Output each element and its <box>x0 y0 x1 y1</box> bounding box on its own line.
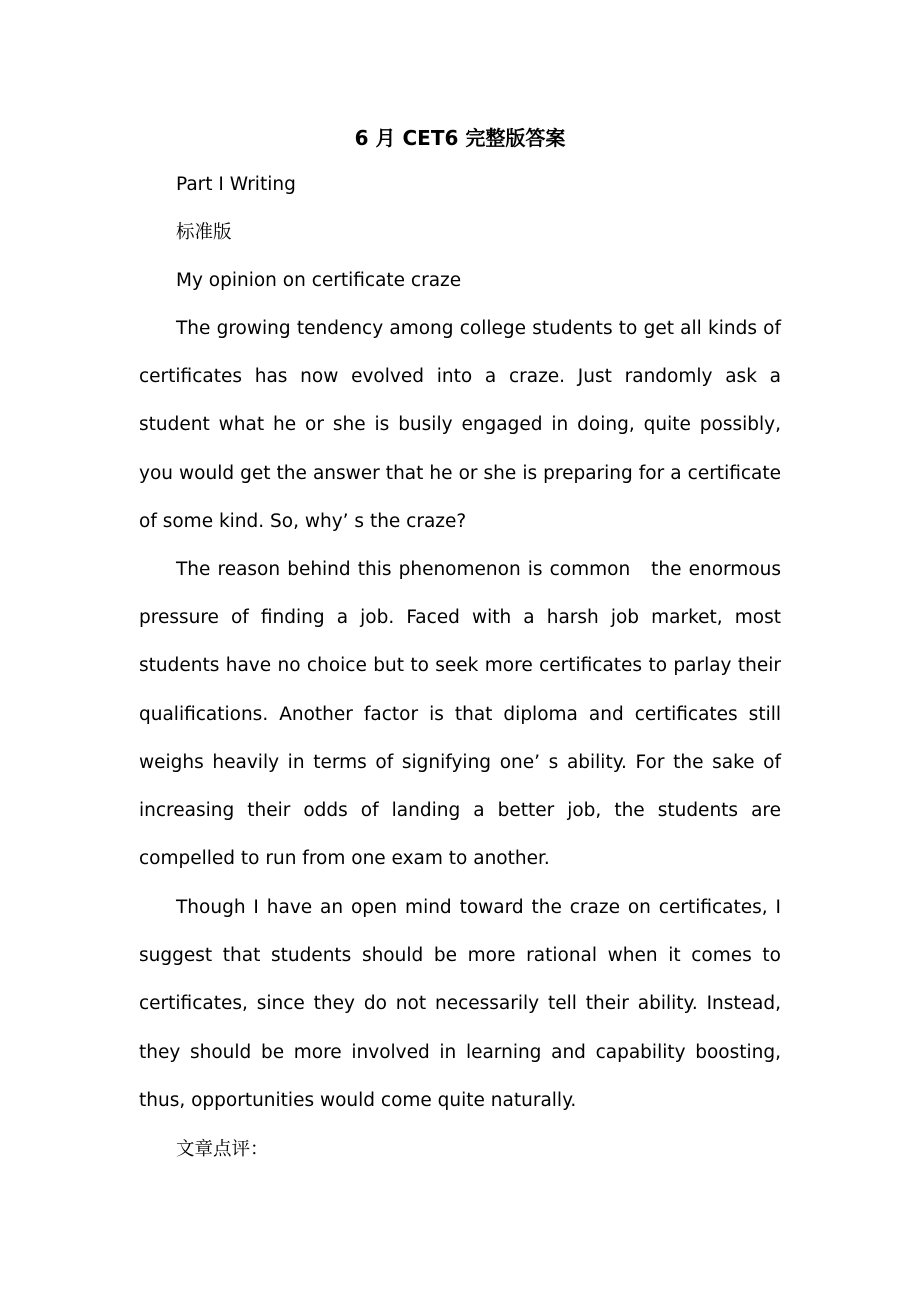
essay-title: My opinion on certificate craze <box>176 270 462 291</box>
part-heading: Part I Writing <box>176 174 296 195</box>
version-label: 标准版 <box>176 222 232 243</box>
comment-label: 文章点评： <box>176 1139 269 1160</box>
essay-paragraph-1: The growing tendency among college students to get all kinds of certificates has now evolved into a craze. Just randomly ask a student what he or she is busily engaged in doing, quite possibly, you would get the answer that he or she is preparing for a certificate of some kind. So, why’ s the craze? <box>139 318 781 532</box>
essay-paragraph-3: Though I have an open mind toward the craze on certificates, I suggest that students should be more rational when it comes to certificates, since they do not necessarily tell their ability. Instead, they should be more involved in learning and capability boosting, thus, opportunities would come quite naturally. <box>139 897 781 1111</box>
essay-paragraph-2: The reason behind this phenomenon is common the enormous pressure of finding a job. Faced with a harsh job market, most students have no choice but to seek more certificates to parlay their qualifications. Another factor is that diploma and certificates still weighs heavily in terms of signifying one’ s ability. For the sake of increasing their odds of landing a better job, the students are compelled to run from one exam to another. <box>139 559 781 870</box>
document-title: 6 月 CET6 完整版答案 <box>354 126 566 150</box>
